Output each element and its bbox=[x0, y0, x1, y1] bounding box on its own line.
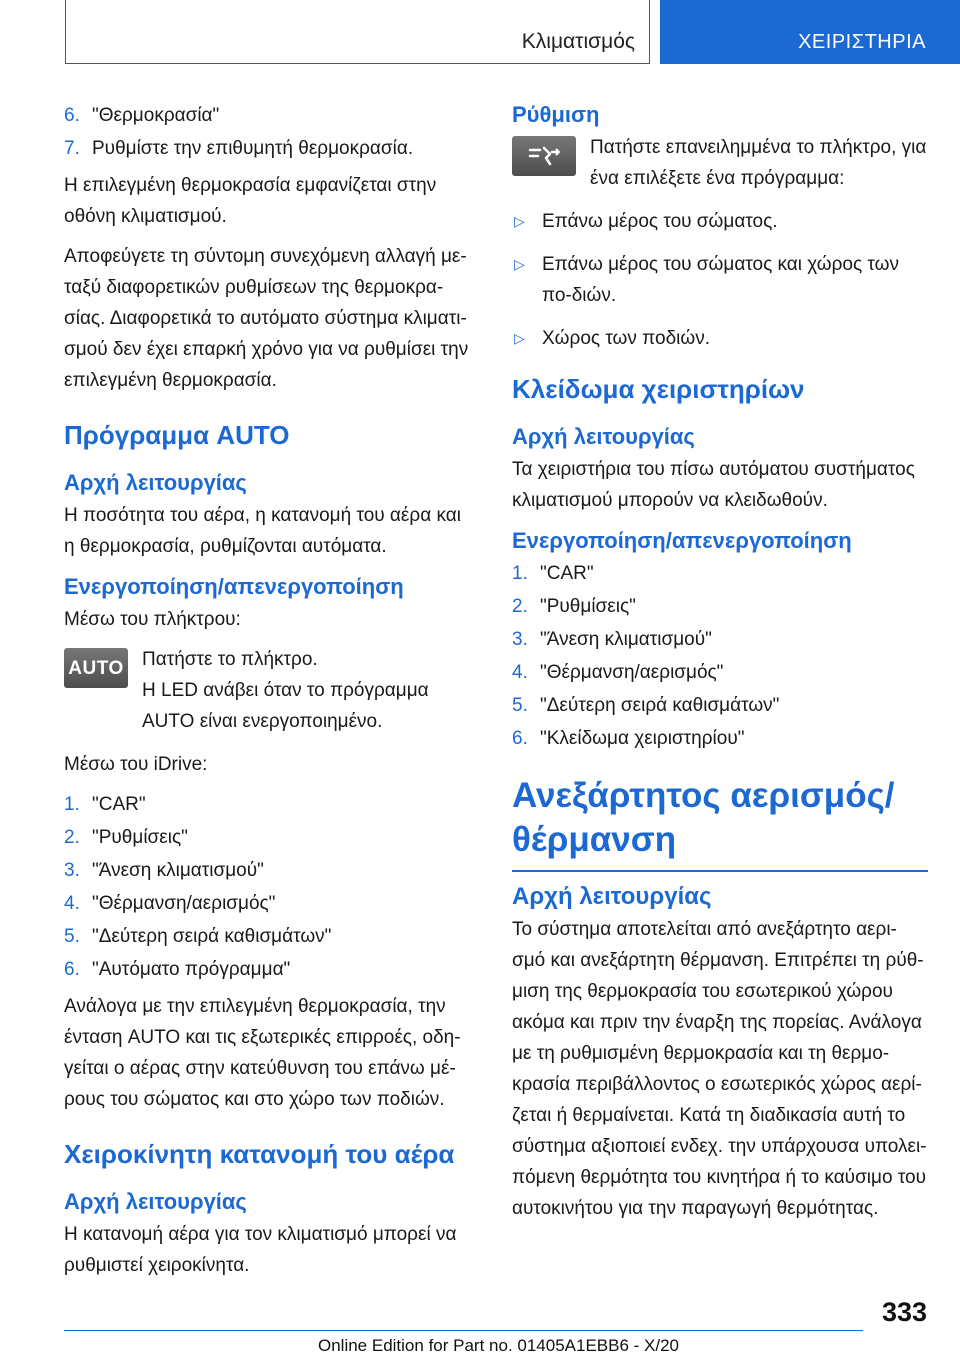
heading-principle: Αρχή λειτουργίας bbox=[512, 424, 695, 449]
auto-key-row bbox=[64, 644, 476, 737]
heading-on-off: Ενεργοποίηση/απενεργοποίηση bbox=[64, 574, 404, 599]
list-text: "Κλείδωμα χειριστηρίου" bbox=[540, 728, 745, 749]
list-number: 3. bbox=[512, 629, 528, 650]
auto-key-icon: AUTO bbox=[64, 648, 128, 688]
list-number: 7. bbox=[64, 138, 80, 159]
list-item bbox=[64, 789, 476, 820]
page-number: 333 bbox=[881, 1297, 927, 1327]
list-item bbox=[64, 888, 476, 919]
list-number: 5. bbox=[64, 926, 80, 947]
right-column bbox=[512, 100, 928, 1233]
list-text: Ρυθμίστε την επιθυμητή θερμοκρασία. bbox=[92, 138, 414, 159]
list-text: "Θερμοκρασία" bbox=[92, 105, 220, 126]
paragraph-independent: Το σύστημα αποτελείται από ανεξάρτητο αερι-σμό και ανεξάρτητη θέρμανση. Επιτρέπει τη ρύθ-μιση της θερμοκρασία του εσωτερικού χώρου ακόμα και πριν την έναρξη της πορείας. Ανάλογα με τη ρυθμισμένη θερμοκρασία και τη θερμο-κρασία περιβάλλοντος ο εσωτερικός χώρος αερί-ζεται ή θερμαίνεται. Κατά τη διαδικασία αυτή το σύστημα αξιοποιεί ενδεχ. την υπάρχουσα υπολει-πόμενη θερμότητα του κινητήρα ή το καύσιμο του αυτοκινήτου για την παραγωγή θερμότητας. bbox=[512, 919, 927, 1219]
list-item bbox=[64, 133, 476, 164]
air-distribution-key-row bbox=[512, 132, 928, 194]
list-text: "Ρυθμίσεις" bbox=[92, 827, 188, 848]
list-item bbox=[512, 690, 928, 721]
heading-manual-distribution: Χειροκίνητη κατανομή του αέρα bbox=[64, 1139, 455, 1169]
list-item bbox=[64, 822, 476, 853]
list-text: Χώρος των ποδιών. bbox=[542, 328, 710, 349]
paragraph-auto-principle: Η ποσότητα του αέρα, η κατανομή του αέρα και η θερμοκρασία, ρυθμίζονται αυτόματα. bbox=[64, 505, 461, 557]
list-number: 3. bbox=[64, 860, 80, 881]
list-number: 6. bbox=[512, 728, 528, 749]
triangle-right-icon: ▷ bbox=[514, 213, 525, 229]
header-section-box bbox=[65, 0, 650, 64]
paragraph-auto-air: Ανάλογα με την επιλεγμένη θερμοκρασία, την ένταση AUTO και τις εξωτερικές επιρροές, οδη-γείται ο αέρας στην κατεύθυνση του επάνω μέ-ρους του σώματος και στο χώρο των ποδιών. bbox=[64, 996, 461, 1110]
chapter-title: ΧΕΙΡΙΣΤΗΡΙΑ bbox=[798, 31, 926, 53]
paragraph-press-repeat: Πατήστε επανειλημμένα το πλήκτρο, για ένα επιλέξετε ένα πρόγραμμα: bbox=[590, 137, 927, 189]
heading-auto-program: Πρόγραμμα AUTO bbox=[64, 420, 290, 450]
list-number: 4. bbox=[64, 893, 80, 914]
list-text: "Θέρμανση/αερισμός" bbox=[92, 893, 276, 914]
paragraph-temp-display: Η επιλεγμένη θερμοκρασία εμφανίζεται στην οθόνη κλιματισμού. bbox=[64, 175, 437, 227]
air-distribution-icon bbox=[512, 136, 576, 176]
list-number: 6. bbox=[64, 105, 80, 126]
heading-principle: Αρχή λειτουργίας bbox=[64, 470, 247, 495]
list-number: 1. bbox=[64, 794, 80, 815]
steps-list-auto bbox=[64, 789, 476, 985]
list-number: 6. bbox=[64, 959, 80, 980]
paragraph-lock: Τα χειριστήρια του πίσω αυτόματου συστήματος κλιματισμού μπορούν να κλειδωθούν. bbox=[512, 459, 915, 511]
paragraph-temp-warning: Αποφεύγετε τη σύντομη συνεχόμενη αλλαγή με-ταξύ διαφορετικών ρυθμίσεων της θερμοκρα-σίας. Διαφορετικά το αυτόματο σύστημα κλιματι-σμού δεν έχει επαρκή χρόνο για να ρυθμίσει την επιλεγμένη θερμοκρασία. bbox=[64, 246, 469, 391]
footer-divider bbox=[64, 1330, 863, 1331]
list-item bbox=[512, 624, 928, 655]
air-program-list bbox=[512, 206, 928, 354]
list-item bbox=[512, 323, 928, 354]
list-item bbox=[512, 558, 928, 589]
heading-independent-ventilation: Ανεξάρτητος αερισμός/ θέρμανση bbox=[512, 774, 928, 872]
paragraph-led: Η LED ανάβει όταν το πρόγραμμα AUTO είναι ενεργοποιημένο. bbox=[142, 680, 429, 732]
list-text: "Αυτόματο πρόγραμμα" bbox=[92, 959, 291, 980]
list-number: 1. bbox=[512, 563, 528, 584]
list-text: "Δεύτερη σειρά καθισμάτων" bbox=[540, 695, 780, 716]
list-item bbox=[512, 657, 928, 688]
list-text: "Θέρμανση/αερισμός" bbox=[540, 662, 724, 683]
list-number: 2. bbox=[512, 596, 528, 617]
triangle-right-icon: ▷ bbox=[514, 330, 525, 346]
list-text: Επάνω μέρος του σώματος και χώρος των πο-διών. bbox=[542, 254, 899, 306]
list-text: "Ρυθμίσεις" bbox=[540, 596, 636, 617]
list-number: 5. bbox=[512, 695, 528, 716]
list-number: 2. bbox=[64, 827, 80, 848]
paragraph-via-idrive: Μέσω του iDrive: bbox=[64, 754, 208, 775]
list-item bbox=[64, 100, 476, 131]
footer-edition: Online Edition for Part no. 01405A1EBB6 - X/20 bbox=[318, 1336, 680, 1355]
list-text: "Άνεση κλιματισμού" bbox=[540, 629, 712, 650]
paragraph-via-button: Μέσω του πλήκτρου: bbox=[64, 609, 241, 630]
list-item bbox=[64, 921, 476, 952]
left-column bbox=[64, 100, 476, 1290]
heading-principle: Αρχή λειτουργίας bbox=[64, 1189, 247, 1214]
list-number: 4. bbox=[512, 662, 528, 683]
paragraph-press-key: Πατήστε το πλήκτρο. bbox=[142, 649, 318, 670]
list-item bbox=[64, 855, 476, 886]
chapter-tab[interactable] bbox=[660, 0, 960, 64]
steps-list-lock bbox=[512, 558, 928, 754]
triangle-right-icon: ▷ bbox=[514, 256, 525, 272]
paragraph-manual: Η κατανομή αέρα για τον κλιματισμό μπορεί να ρυθμιστεί χειροκίνητα. bbox=[64, 1224, 457, 1276]
list-item bbox=[512, 249, 928, 311]
list-text: "Άνεση κλιματισμού" bbox=[92, 860, 264, 881]
list-text: Επάνω μέρος του σώματος. bbox=[542, 211, 778, 232]
heading-setting: Ρύθμιση bbox=[512, 102, 600, 127]
list-text: "CAR" bbox=[540, 563, 594, 584]
heading-principle: Αρχή λειτουργίας bbox=[512, 883, 712, 910]
list-item bbox=[512, 723, 928, 754]
list-item bbox=[512, 206, 928, 237]
list-text: "Δεύτερη σειρά καθισμάτων" bbox=[92, 926, 332, 947]
steps-list-temperature bbox=[64, 100, 476, 164]
section-title: Κλιματισμός bbox=[521, 30, 635, 53]
list-item bbox=[512, 591, 928, 622]
heading-on-off: Ενεργοποίηση/απενεργοποίηση bbox=[512, 528, 852, 553]
heading-lock-controls: Κλείδωμα χειριστηρίων bbox=[512, 374, 805, 404]
list-text: "CAR" bbox=[92, 794, 146, 815]
list-item bbox=[64, 954, 476, 985]
